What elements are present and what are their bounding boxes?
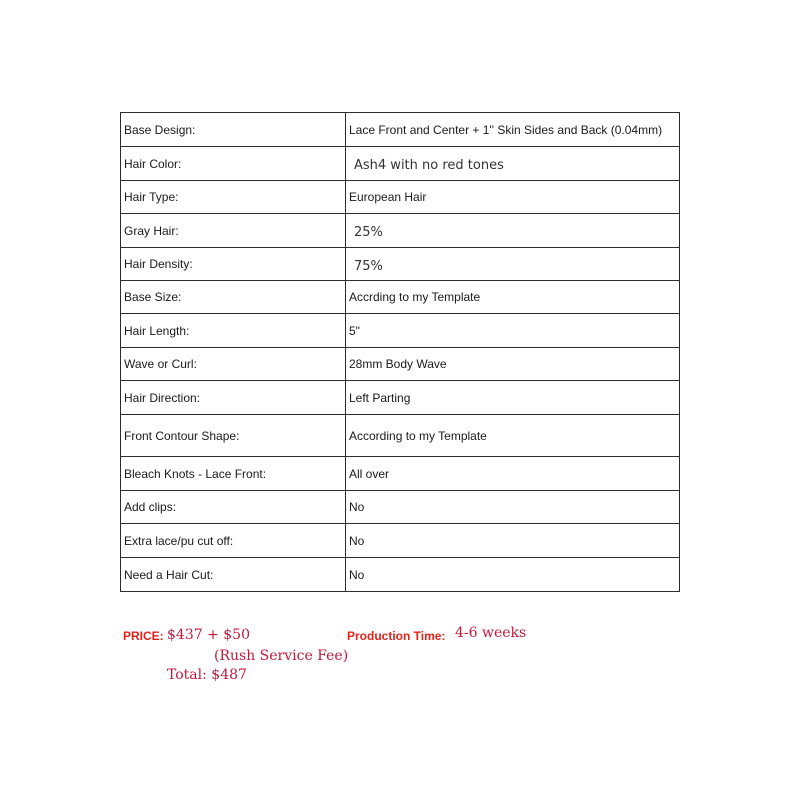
spec-value: 28mm Body Wave (346, 348, 680, 381)
spec-value: All over (346, 457, 680, 491)
price-label: PRICE: (123, 629, 164, 643)
price-total: Total: $487 (167, 667, 247, 683)
order-spec-table (120, 112, 680, 592)
spec-value: 25% (346, 214, 680, 248)
spec-value: Left Parting (346, 381, 680, 415)
spec-row (121, 248, 680, 281)
spec-label: Add clips: (121, 491, 346, 524)
spec-label: Base Design: (121, 113, 346, 147)
spec-value: No (346, 491, 680, 524)
spec-label: Base Size: (121, 281, 346, 314)
price-amount: $437 + $50 (167, 627, 250, 643)
spec-value: No (346, 524, 680, 558)
spec-label: Hair Density: (121, 248, 346, 281)
spec-label: Gray Hair: (121, 214, 346, 248)
spec-label: Wave or Curl: (121, 348, 346, 381)
spec-row (121, 491, 680, 524)
spec-value: Lace Front and Center + 1'' Skin Sides and Back (0.04mm) (346, 113, 680, 147)
spec-label: Hair Color: (121, 147, 346, 181)
spec-value: No (346, 558, 680, 592)
spec-row (121, 147, 680, 181)
spec-row (121, 524, 680, 558)
spec-value: According to my Template (346, 415, 680, 457)
spec-label: Bleach Knots - Lace Front: (121, 457, 346, 491)
spec-label: Hair Direction: (121, 381, 346, 415)
spec-row (121, 181, 680, 214)
production-value: 4-6 weeks (455, 625, 527, 641)
price-note: (Rush Service Fee) (214, 648, 349, 664)
spec-value: 75% (346, 248, 680, 281)
spec-value: 5" (346, 314, 680, 348)
spec-table-body (121, 113, 680, 592)
spec-row (121, 348, 680, 381)
spec-row (121, 314, 680, 348)
production-label: Production Time: (347, 629, 446, 643)
spec-row (121, 415, 680, 457)
spec-row (121, 457, 680, 491)
spec-label: Extra lace/pu cut off: (121, 524, 346, 558)
spec-label: Hair Type: (121, 181, 346, 214)
spec-value: Accrding to my Template (346, 281, 680, 314)
spec-row (121, 214, 680, 248)
spec-row (121, 281, 680, 314)
spec-value: European Hair (346, 181, 680, 214)
spec-row (121, 558, 680, 592)
spec-row (121, 381, 680, 415)
spec-label: Front Contour Shape: (121, 415, 346, 457)
spec-label: Need a Hair Cut: (121, 558, 346, 592)
spec-row (121, 113, 680, 147)
spec-value: Ash4 with no red tones (346, 147, 680, 181)
spec-label: Hair Length: (121, 314, 346, 348)
